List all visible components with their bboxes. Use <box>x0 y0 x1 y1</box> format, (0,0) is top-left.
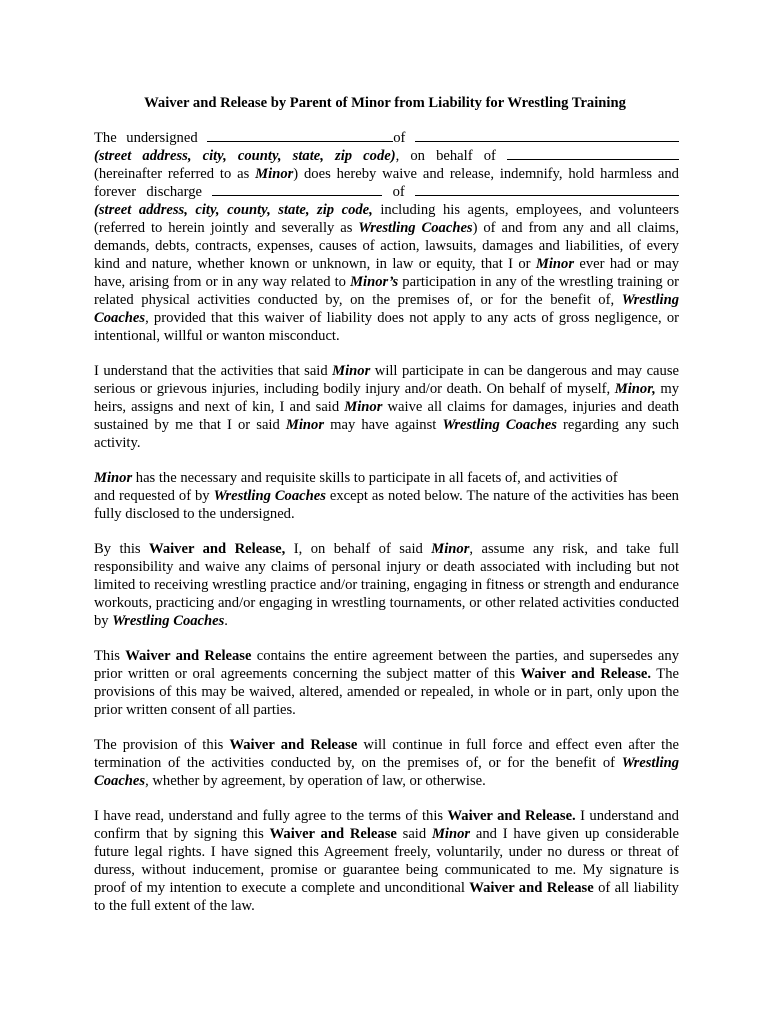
paragraph-skills: Minor has the necessary and requisite skills to participate in all facets of, and activities of and requested of by Wrestling Coaches except as noted below. The nature of the activities has been fully disclosed to the undersigned. <box>94 470 679 522</box>
paragraph-acknowledgement: I have read, understand and fully agree to the terms of this Waiver and Release. I understand and confirm that by signing this Waiver and Release said Minor and I have given up considerable future legal rights. I have signed this Agreement freely, voluntarily, under no duress or threat of duress, without inducement, promise or guarantee being communicated to me. My signature is proof of my intention to execute a complete and unconditional Waiver and Release of all liability to the full extent of the law. <box>94 808 679 914</box>
document-body <box>94 129 679 932</box>
coach-name-blank[interactable] <box>212 183 382 196</box>
coach-address-blank[interactable] <box>415 183 679 196</box>
undersigned-name-blank[interactable] <box>207 129 393 142</box>
document-title: Waiver and Release by Parent of Minor from Liability for Wrestling Training <box>144 95 626 111</box>
paragraph-release-parties: The undersigned of (street address, city, county, state, zip code), on behalf of (hereinafter referred to as Minor) does hereby waive and release, indemnify, hold harmless and forever discharge of (street address, city, county, state, zip code, including his agents, employees, and volunteers (referred to herein jointly and severally as Wrestling Coaches) of and from any and all claims, demands, debts, contracts, expenses, causes of action, lawsuits, damages and liabilities, of every kind and nature, whether known or unknown, in law or equity, that I or Minor ever had or may have, arising from or in any way related to Minor’s participation in any of the wrestling training or related physical activities conducted by, on the premises of, or for the benefit of, Wrestling Coaches, provided that this waiver of liability does not apply to any acts of gross negligence, or intentional, willful or wanton misconduct. <box>94 130 680 344</box>
paragraph-assume-risk: By this Waiver and Release, I, on behalf of said Minor, assume any risk, and take full responsibility and waive any claims of personal injury or death associated with including but not limited to receiving wrestling practice and/or training, engaging in fitness or strength and endurance workouts, practicing and/or engaging in wrestling tournaments, or other related activities conducted by Wrestling Coaches. <box>94 541 680 629</box>
paragraph-risks: I understand that the activities that said Minor will participate in can be dangerous and may cause serious or grievous injuries, including bodily injury and/or death. On behalf of myself, Minor, my heirs, assigns and next of kin, I and said Minor waive all claims for damages, injuries and death sustained by me that I or said Minor may have against Wrestling Coaches regarding any such activity. <box>94 363 680 451</box>
paragraph-entire-agreement: This Waiver and Release contains the entire agreement between the parties, and supersedes any prior written or oral agreements concerning the subject matter of this Waiver and Release. The provisions of this may be waived, altered, amended or repealed, in whole or in part, only upon the prior written consent of all parties. <box>94 648 679 718</box>
undersigned-address-blank[interactable] <box>415 129 679 142</box>
paragraph-survival: The provision of this Waiver and Release will continue in full force and effect even after the termination of the activities conducted by, on the premises of, or for the benefit of Wrestling Coaches, whether by agreement, by operation of law, or otherwise. <box>94 737 679 789</box>
minor-name-blank[interactable] <box>507 147 679 160</box>
